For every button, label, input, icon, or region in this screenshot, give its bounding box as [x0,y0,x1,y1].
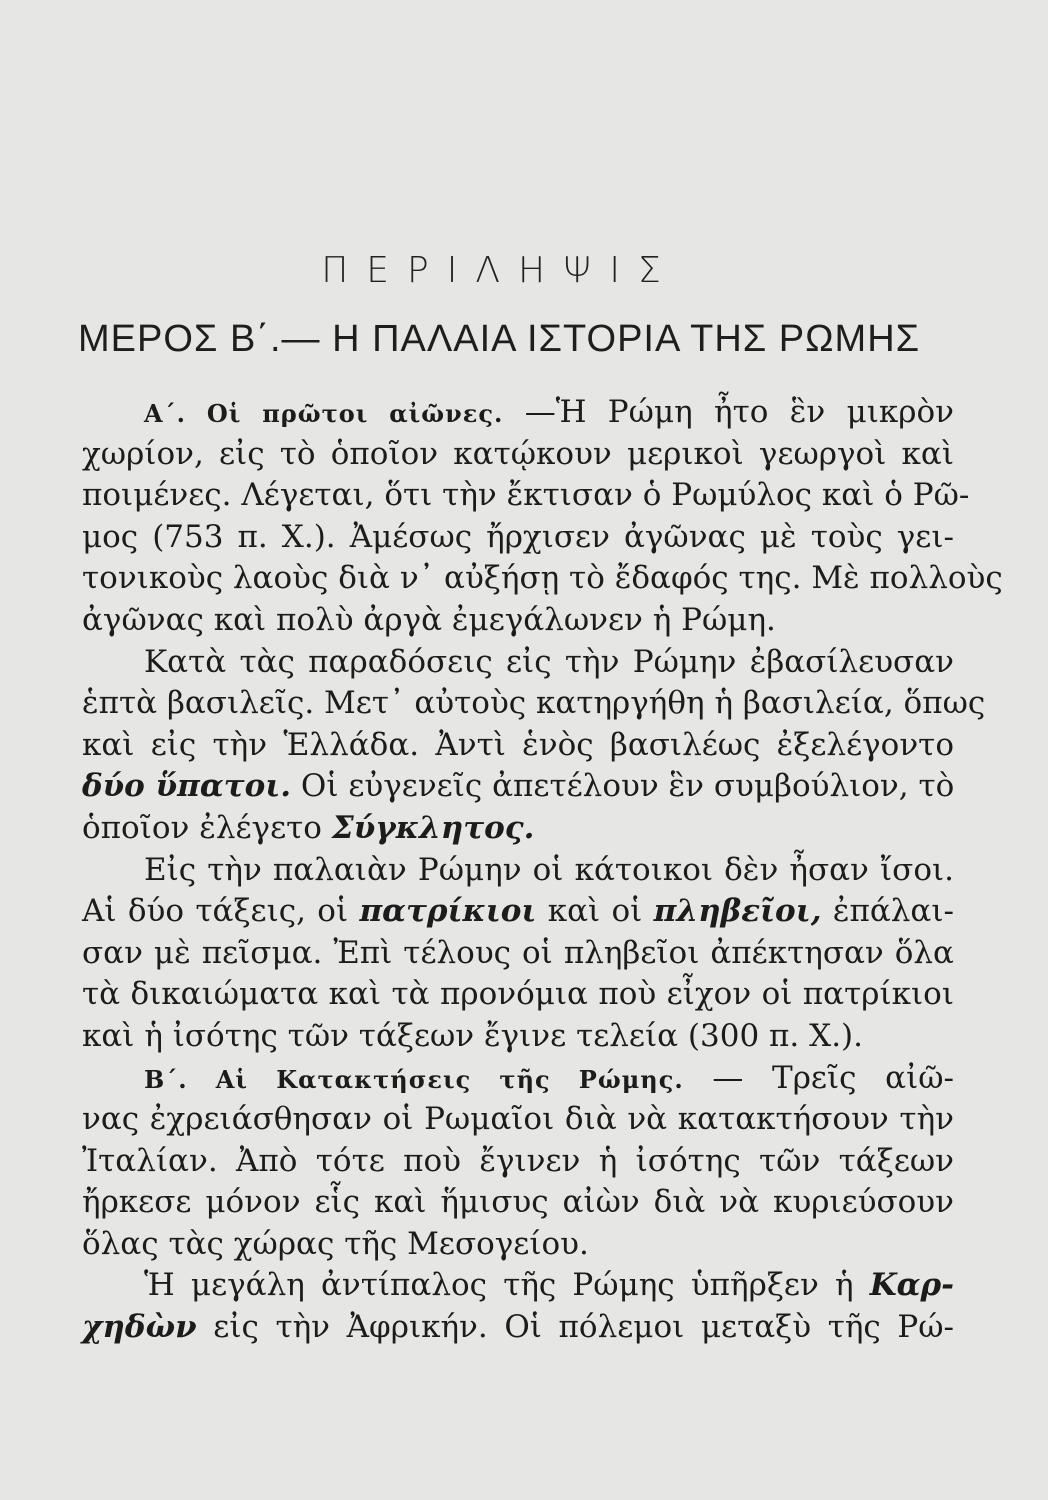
emphasis-term: Καρ- [869,1267,954,1304]
text-line: χωρίον, εἰς τὸ ὁποῖον κατῴκουν μερικοὶ γεωργοὶ καὶ [82,435,954,472]
text-line: μος (753 π. Χ.). Ἀμέσως ἤρχισεν ἀγῶνας μὲ τοὺς γει- [82,518,954,555]
text-span: Αἱ δύο τάξεις, οἱ [82,893,349,930]
body-text [82,392,1003,1349]
text-line: ἤρκεσε μόνον εἷς καὶ ἥμισυς αἰὼν διὰ νὰ κυριεύσουν [82,1184,954,1221]
text-line: ἀγῶνας καὶ πολὺ ἀργὰ ἐμεγάλωνεν ἡ Ρώμη. [82,601,776,638]
text-line [82,1307,954,1349]
text-line [82,808,954,850]
text-line: Εἰς τὴν παλαιὰν Ρώμην οἱ κάτοικοι δὲν ἦσαν ἴσοι. [144,851,954,888]
text-line [82,392,954,434]
text-span: εἰς τὴν Ἀφρικήν. Οἱ πόλεμοι μεταξὺ τῆς Ρώ- [213,1309,954,1346]
part-title: ΜΕΡΟΣ Β΄.— Η ΠΑΛΑΙΑ ΙΣΤΟΡΙΑ ΤΗΣ ΡΩΜΗΣ [78,318,921,360]
text-line: καὶ εἰς τὴν Ἑλλάδα. Ἀντὶ ἑνὸς βασιλέως ἐξελέγοντο [82,726,954,763]
text-line: ἑπτὰ βασιλεῖς. Μετ᾽ αὐτοὺς κατηργήθη ἡ βασιλεία, ὅπως [82,685,986,722]
text-line [82,1058,954,1100]
text-line: σαν μὲ πεῖσμα. Ἐπὶ τέλους οἱ πληβεῖοι ἀπέκτησαν ὅλα [82,934,954,971]
text-span: — Τρεῖς αἰῶ- [712,1059,955,1096]
text-span: ἐπάλαι- [832,893,954,930]
page-heading: ΠΕΡΙΛΗΨΙΣ [321,250,679,291]
emphasis-term: Σύγκλητος. [331,809,535,846]
text-line: ποιμένες. Λέγεται, ὅτι τὴν ἔκτισαν ὁ Ρωμύλος καὶ ὁ Ρῶ- [82,477,970,514]
emphasis-term: χηδὼν [82,1309,197,1346]
text-span: καὶ οἱ [547,893,643,930]
text-line: τονικοὺς λαοὺς διὰ ν᾽ αὐξήσῃ τὸ ἔδαφός της. Μὲ πολλοὺς [82,560,1003,597]
text-line [82,1265,954,1307]
text-line: ὅλας τὰς χώρας τῆς Μεσογείου. [82,1225,589,1262]
text-line: τὰ δικαιώματα καὶ τὰ προνόμια ποὺ εἶχον οἱ πατρίκιοι [82,976,954,1013]
text-span: Ἡ μεγάλη ἀντίπαλος τῆς Ρώμης ὑπῆρξεν ἡ [144,1267,854,1304]
text-line [82,891,954,933]
text-span: —Ἡ Ρώμη ἦτο ἓν μικρὸν [524,394,954,430]
text-line: νας ἐχρειάσθησαν οἱ Ρωμαῖοι διὰ νὰ κατακτήσουν τὴν [82,1101,954,1138]
text-line: καὶ ἡ ἰσότης τῶν τάξεων ἔγινε τελεία (300 π. Χ.). [82,1017,863,1054]
emphasis-term: πληβεῖοι, [653,893,822,930]
emphasis-term: δύο ὕπατοι. [82,768,292,805]
text-line: Ἰταλίαν. Ἀπὸ τότε ποὺ ἔγινεν ἡ ἰσότης τῶν τάξεων [82,1142,954,1179]
text-line: Κατὰ τὰς παραδόσεις εἰς τὴν Ρώμην ἐβασίλευσαν [144,643,954,680]
text-line [82,766,954,808]
emphasis-term: πατρίκιοι [359,893,537,930]
section-heading-b: Β΄. Αἱ Κατακτήσεις τῆς Ρώμης. [144,1064,684,1094]
text-span: ὁποῖον ἐλέγετο [82,809,322,846]
section-heading-a: Α΄. Οἱ πρῶτοι αἰῶνες. [144,399,504,428]
text-span: Οἱ εὐγενεῖς ἀπετέλουν ἓν συμβούλιον, τὸ [300,768,955,805]
